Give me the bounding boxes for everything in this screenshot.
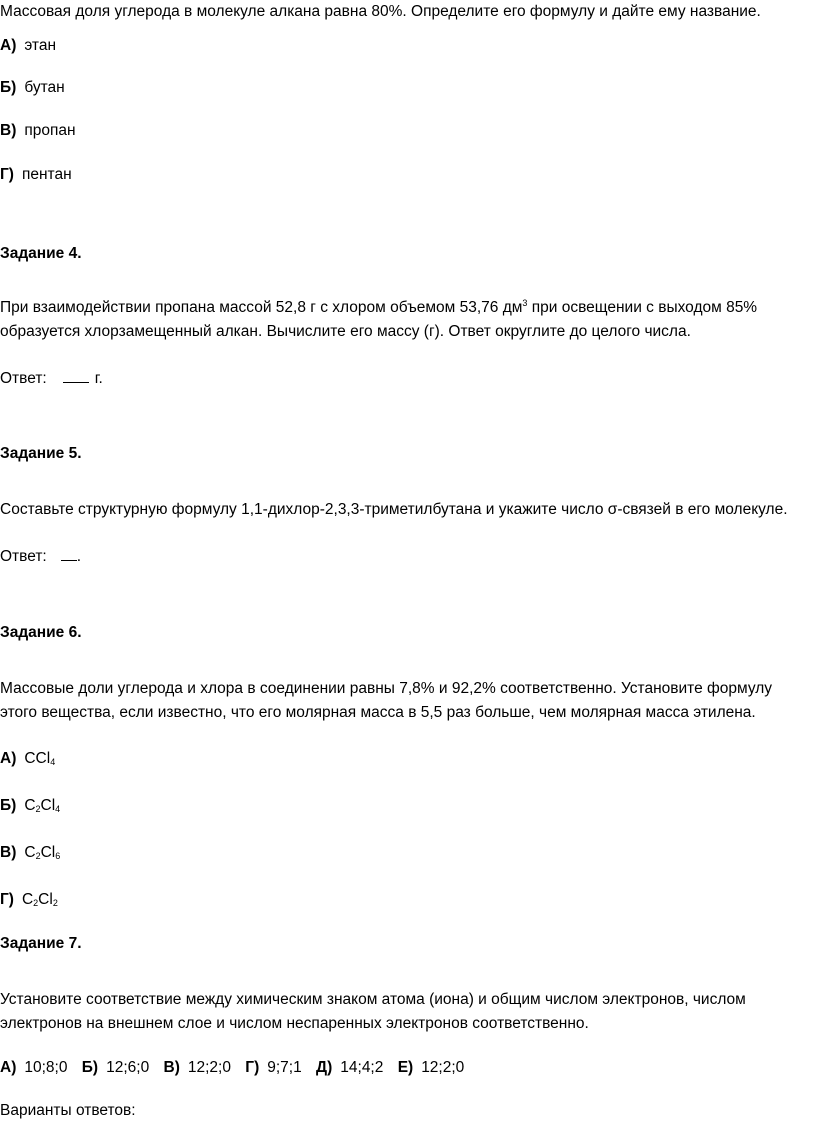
option-text: бутан [24,79,65,96]
option-label: Б) [0,797,17,814]
text-segment: При взаимодействии пропана массой 52,8 г с хлором объемом 53,76 дм [0,299,523,316]
superscript: 3 [522,298,528,308]
task-7-option-d[interactable] [245,1059,301,1076]
formula-element: Cl [38,891,53,908]
task-7-option-c[interactable] [164,1059,231,1076]
option-text: 10;8;0 [24,1059,68,1076]
option-label: Е) [397,1059,414,1076]
task-7-variants-label: Варианты ответов: [0,1102,136,1119]
task-6-option-a[interactable] [0,749,55,769]
option-label: А) [0,1059,17,1076]
formula-subscript: 4 [55,804,61,814]
formula-subscript: 6 [55,851,61,861]
task-7-option-b[interactable] [82,1059,149,1076]
option-label: Д) [316,1059,333,1076]
formula-element: C [24,797,36,814]
option-label: Г) [0,891,14,908]
task-7-option-f[interactable] [398,1059,465,1076]
formula-subscript: 2 [52,898,58,908]
option-text: пропан [24,122,76,139]
option-text: 14;4;2 [340,1059,384,1076]
answer-blank[interactable] [63,368,89,383]
option-text: 12;2;0 [421,1059,465,1076]
task-6-option-c[interactable] [0,843,60,863]
task-6-text-line1: Массовые доли углерода и хлора в соединении равны 7,8% и 92,2% соответственно. Установите формулу [0,680,773,697]
answer-label: Ответ: [0,370,47,387]
formula-subscript: 2 [33,898,39,908]
option-label: Г) [0,166,14,183]
task-4-title: Задание 4. [0,245,82,262]
answer-label: Ответ: [0,548,47,565]
formula-element: CCl [24,750,51,767]
answer-blank[interactable] [61,546,77,561]
answer-unit: г. [94,370,103,387]
option-label: В) [0,844,17,861]
task-6-option-d[interactable] [0,890,58,910]
formula-element: Cl [40,844,56,861]
formula-subscript: 2 [35,851,41,861]
task-4-answer [0,368,103,389]
formula-subscript: 4 [50,757,56,767]
task-5-text: Составьте структурную формулу 1,1-дихлор-2,3,3-триметилбутана и укажите число σ-связей в его молекуле. [0,501,788,518]
task-6-option-b[interactable] [0,796,60,816]
formula-element: C [21,891,34,908]
option-text: этан [24,37,57,54]
formula-element: Cl [40,797,56,814]
option-text: 9;7;1 [267,1059,302,1076]
formula-element: C [24,844,36,861]
option-label: Б) [0,79,17,96]
option-d[interactable] [0,165,72,185]
task-6-title: Задание 6. [0,624,82,641]
option-label: Б) [81,1059,99,1076]
task-7-title: Задание 7. [0,935,82,952]
option-a[interactable] [0,36,56,56]
option-text: 12;6;0 [106,1059,150,1076]
text-segment: при освещении с выходом 85% [527,299,758,316]
task-5-answer [0,546,81,567]
formula-subscript: 2 [35,804,41,814]
task-4-text-line2: образуется хлорзамещенный алкан. Вычислите его массу (г). Ответ округлите до целого числа. [0,323,691,340]
option-label: В) [0,122,17,139]
option-text: пентан [21,166,72,183]
answer-end: . [76,548,82,565]
task-4-text-line1 [0,298,757,318]
question-text: Массовая доля углерода в молекуле алкана равна 80%. Определите его формулу и дайте ему название. [0,3,761,20]
option-b[interactable] [0,78,65,98]
task-7-option-a[interactable] [0,1059,67,1076]
task-7-option-e[interactable] [316,1059,383,1076]
option-label: А) [0,37,17,54]
option-c[interactable] [0,121,76,141]
option-label: В) [163,1059,180,1076]
option-label: Г) [245,1059,260,1076]
task-7-text-line1: Установите соответствие между химическим знаком атома (иона) и общим числом электронов, числом [0,991,746,1008]
option-text: 12;2;0 [187,1059,231,1076]
task-7-options [0,1058,474,1078]
option-label: А) [0,750,17,767]
task-7-text-line2: электронов на внешнем слое и числом неспаренных электронов соответственно. [0,1015,589,1032]
task-5-title: Задание 5. [0,445,82,462]
task-6-text-line2: этого вещества, если известно, что его молярная масса в 5,5 раз больше, чем молярная масса этилена. [0,704,756,721]
